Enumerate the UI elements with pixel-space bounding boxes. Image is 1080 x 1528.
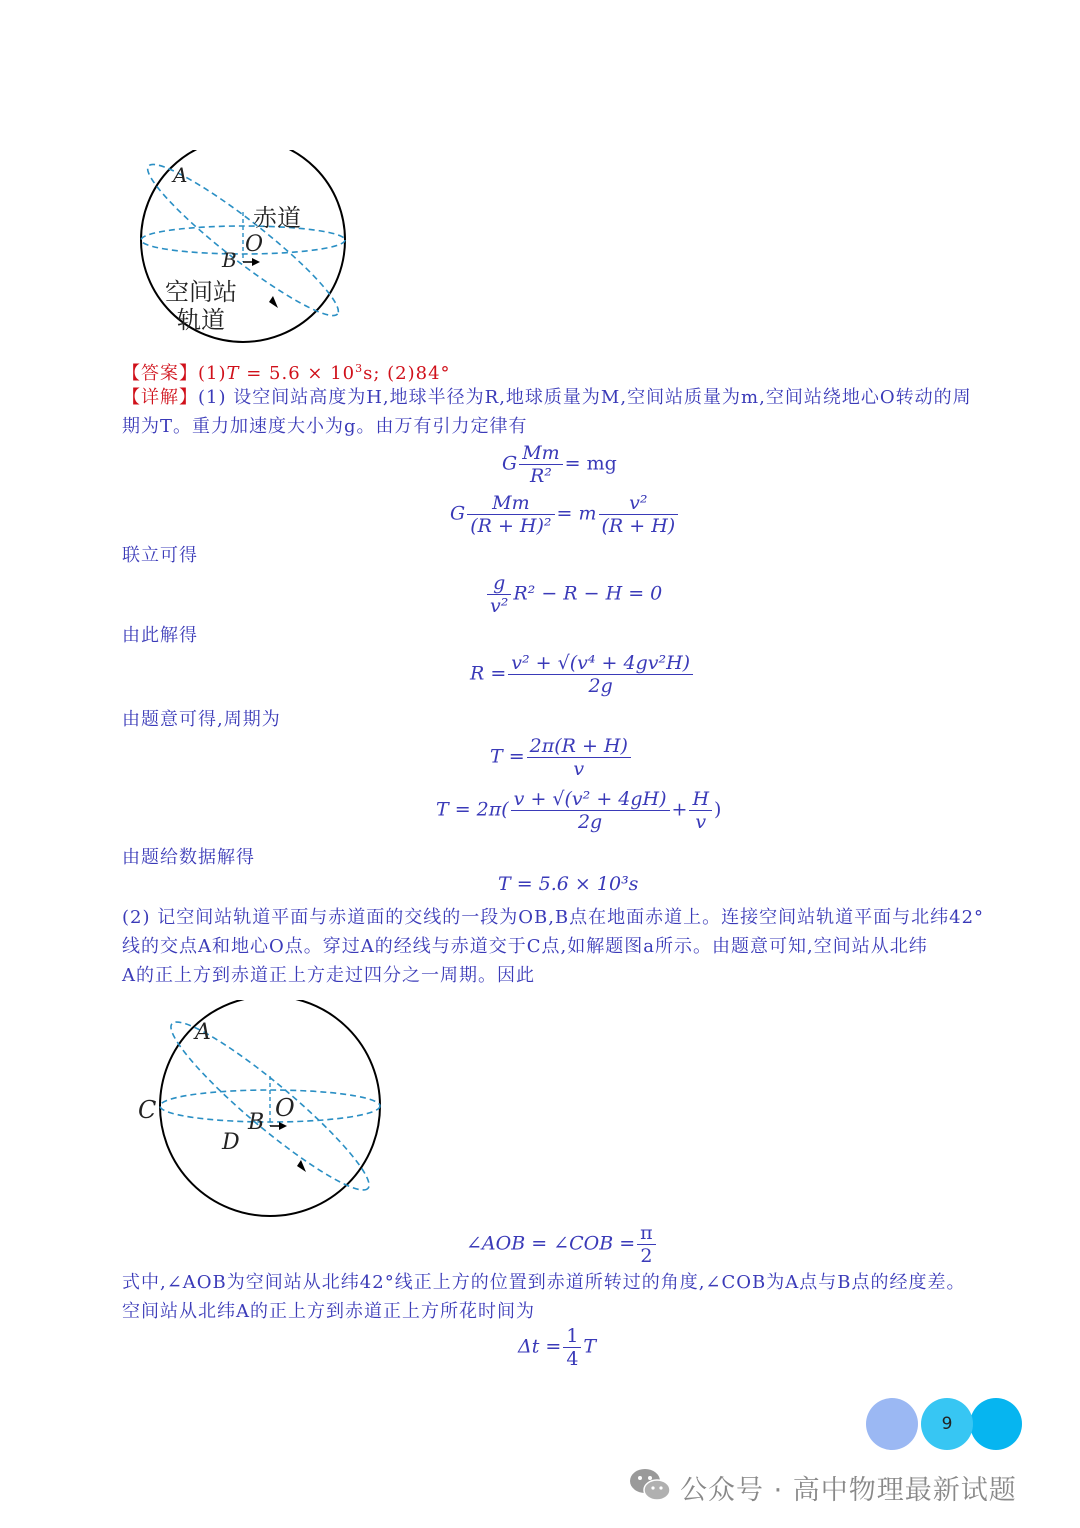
eq9-lhs: Δt = <box>518 1335 562 1358</box>
text-combine: 联立可得 <box>122 545 198 566</box>
fig2-label-b: B <box>248 1110 265 1135</box>
eq1-lhs: G <box>502 452 518 475</box>
equation-5 <box>490 735 633 780</box>
eq8-num: π <box>637 1222 656 1245</box>
fig1-label-a: A <box>173 163 188 187</box>
eq8-lhs: ∠AOB = ∠COB = <box>466 1232 636 1255</box>
eq5-den: v <box>573 758 585 780</box>
part2-line2: 线的交点A和地心O点。穿过A的经线与赤道交于C点,如解题图a所示。由题意可知,空间站从北纬 <box>122 936 928 957</box>
answer-exp: 3 <box>355 362 364 375</box>
detail-line1 <box>122 383 972 412</box>
answer-text3: s; (2)84° <box>363 363 451 384</box>
fig2-label-a: A <box>195 1020 211 1045</box>
where-line1: 式中,∠AOB为空间站从北纬42°线正上方的位置到赤道所转过的角度,∠COB为A点与B点的经度差。 <box>122 1272 966 1293</box>
eq2-mid: = m <box>556 502 597 525</box>
equation-8 <box>466 1222 658 1267</box>
answer-t: T <box>226 363 240 384</box>
detail-line2: 期为T。重力加速度大小为g。由万有引力定律有 <box>122 416 528 437</box>
eq8-den: 2 <box>640 1245 653 1267</box>
where-line2: 空间站从北纬A的正上方到赤道正上方所花时间为 <box>122 1301 535 1322</box>
answer-tag: 【答案】 <box>122 363 198 384</box>
eq4-den: 2g <box>588 675 613 697</box>
text-given: 由题给数据解得 <box>122 847 255 868</box>
equation-9 <box>518 1325 596 1370</box>
answer-text2: = 5.6 × 10 <box>239 363 356 384</box>
footer-watermark: 公众号 · 高中物理最新试题 <box>680 1475 1017 1506</box>
eq3-rest: R² − R − H = 0 <box>513 582 663 605</box>
eq9-num: 1 <box>563 1325 581 1348</box>
eq9-den: 4 <box>566 1348 579 1370</box>
wechat-icon <box>628 1466 672 1504</box>
text-solve: 由此解得 <box>122 625 198 646</box>
eq5-lhs: T = <box>490 745 525 768</box>
eq2-num2: v² <box>599 492 679 515</box>
text-period: 由题意可得,周期为 <box>122 709 281 730</box>
eq2-den: (R + H)² <box>470 515 552 537</box>
equation-2 <box>450 492 680 537</box>
eq1-num: Mm <box>519 442 562 465</box>
eq5-num: 2π(R + H) <box>527 735 631 758</box>
equation-7: T = 5.6 × 10³s <box>498 873 639 895</box>
equation-1 <box>502 442 617 487</box>
eq3-den: v² <box>490 595 509 617</box>
equation-6 <box>436 788 721 833</box>
eq6-plus: + <box>671 798 688 821</box>
eq6-den2: v <box>695 811 707 833</box>
fig1-label-orbit-1: 空间站 <box>165 278 237 306</box>
part2-line3: A的正上方到赤道正上方走过四分之一周期。因此 <box>122 965 535 986</box>
detail-tag: 【详解】 <box>122 387 198 408</box>
eq1-den: R² <box>529 465 552 487</box>
fig2-label-o: O <box>275 1094 295 1122</box>
fig1-label-equator: 赤道 <box>253 204 301 232</box>
fig2-label-d: D <box>222 1130 240 1155</box>
equation-4 <box>470 652 695 697</box>
detail-text1: (1) 设空间站高度为H,地球半径为R,地球质量为M,空间站质量为m,空间站绕地心O转动的周 <box>198 387 972 408</box>
eq6-lhs: T = 2π( <box>436 798 509 821</box>
fig1-label-o: O <box>245 232 264 257</box>
eq9-rest: T <box>583 1335 597 1358</box>
eq1-rhs: = mg <box>564 452 617 475</box>
equation-3 <box>485 572 662 617</box>
eq6-num: v + √(v² + 4gH) <box>511 788 670 811</box>
eq6-close: ) <box>714 798 722 821</box>
fig1-label-orbit-2: 轨道 <box>177 306 225 334</box>
fig2-label-c: C <box>138 1096 157 1124</box>
fig1-label-b: B <box>222 248 237 272</box>
eq6-num2: H <box>689 788 712 811</box>
part2-line1: (2) 记空间站轨道平面与赤道面的交线的一段为OB,B点在地面赤道上。连接空间站轨道平面与北纬42° <box>122 907 985 928</box>
eq2-den2: (R + H) <box>601 515 676 537</box>
eq4-num: v² + √(v⁴ + 4gv²H) <box>508 652 693 675</box>
figure-orbit-2 <box>150 1000 390 1220</box>
eq3-num: g <box>487 572 511 595</box>
eq6-den: 2g <box>577 811 603 833</box>
answer-text1: (1) <box>198 363 227 384</box>
eq2-lhs: G <box>450 502 466 525</box>
eq4-lhs: R = <box>470 662 507 685</box>
eq2-num: Mm <box>467 492 554 515</box>
page-number: 9 <box>941 1414 953 1434</box>
